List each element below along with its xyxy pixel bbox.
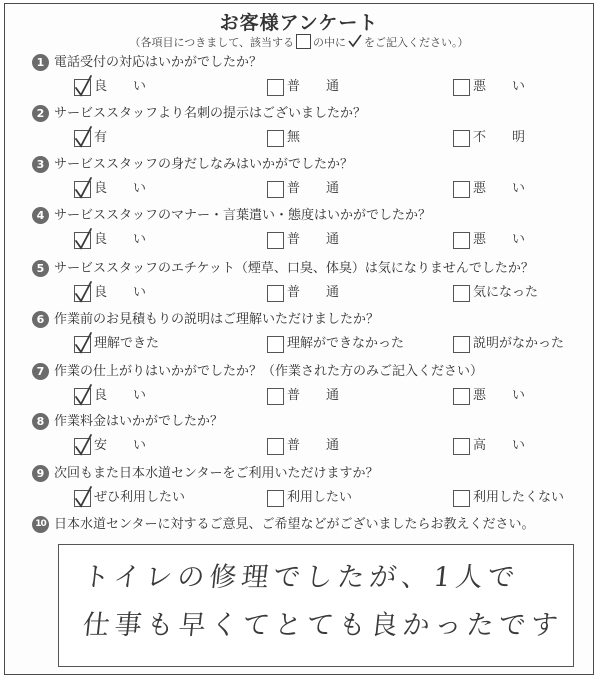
survey-instructions xyxy=(5,34,593,50)
option-label: 悪 い xyxy=(473,181,526,196)
question-text: 作業料金はいかがでしたか？ xyxy=(54,414,224,429)
question-number-badge: 8 xyxy=(32,413,49,430)
checkbox[interactable] xyxy=(267,79,284,96)
question-number-badge: 6 xyxy=(32,311,49,328)
checkbox[interactable] xyxy=(267,490,284,507)
question-text: 次回もまた日本水道センターをご利用いただけますか？ xyxy=(54,466,379,481)
survey-sheet xyxy=(4,3,594,675)
option-label: 悪 い xyxy=(473,232,526,247)
checkbox[interactable] xyxy=(453,490,470,507)
comment-line-2: 仕事も早くてとても良かったです xyxy=(81,610,565,641)
checkbox[interactable] xyxy=(453,181,470,198)
option-label: 普 通 xyxy=(287,79,340,94)
option-label: 良 い xyxy=(94,181,147,196)
survey-title: お客様アンケート xyxy=(219,12,379,34)
option-label: 普 通 xyxy=(287,232,340,247)
question-text: サービススタッフの身だしなみはいかがでしたか？ xyxy=(54,157,354,172)
instructions-after: をご記入ください。） xyxy=(364,36,469,49)
check-mark-icon xyxy=(73,227,93,251)
checkbox[interactable] xyxy=(453,336,470,353)
check-mark-icon xyxy=(73,485,93,509)
option-label: 悪 い xyxy=(473,388,526,403)
check-mark-icon xyxy=(73,74,93,98)
checkbox[interactable] xyxy=(267,130,284,147)
checkbox[interactable] xyxy=(74,285,91,302)
option-label: 普 通 xyxy=(287,285,340,300)
check-mark-icon xyxy=(73,125,93,149)
question-number-badge: 4 xyxy=(32,207,49,224)
option-label: 理解ができなかった xyxy=(287,336,405,351)
question-number-badge: 1 xyxy=(32,54,49,71)
option-label: 利用したくない xyxy=(473,490,565,505)
checkbox[interactable] xyxy=(453,130,470,147)
checkbox[interactable] xyxy=(74,438,91,455)
question-text: サービススタッフのエチケット（煙草、口臭、体臭）は気になりませんでしたか？ xyxy=(54,261,534,276)
option-label: 理解できた xyxy=(94,336,160,351)
option-label: 良 い xyxy=(94,232,147,247)
checkbox[interactable] xyxy=(453,438,470,455)
option-label: 安 い xyxy=(94,438,147,453)
checkbox[interactable] xyxy=(74,79,91,96)
checkbox[interactable] xyxy=(74,388,91,405)
checkbox[interactable] xyxy=(267,438,284,455)
question-number-badge: 5 xyxy=(32,260,49,277)
option-label: 有 xyxy=(94,130,108,145)
question-8 xyxy=(32,413,592,465)
question-3 xyxy=(32,156,592,208)
check-mark-icon xyxy=(73,280,93,304)
checkbox[interactable] xyxy=(74,336,91,353)
option-label: 普 通 xyxy=(287,438,340,453)
option-label: ぜひ利用したい xyxy=(94,490,186,505)
checkbox[interactable] xyxy=(453,232,470,249)
option-label: 普 通 xyxy=(287,388,340,403)
question-text: 作業の仕上がりはいかがでしたか？（作業された方のみご記入ください） xyxy=(54,364,484,379)
instructions-box-icon xyxy=(296,34,311,49)
option-label: 高 い xyxy=(473,438,526,453)
checkbox[interactable] xyxy=(267,336,284,353)
check-mark-icon xyxy=(73,331,93,355)
check-mark-icon xyxy=(73,383,93,407)
check-mark-icon xyxy=(73,176,93,200)
question-text: サービススタッフより名刺の提示はございましたか？ xyxy=(54,106,367,121)
question-number-badge: 2 xyxy=(32,105,49,122)
checkbox[interactable] xyxy=(74,490,91,507)
question-number-badge: 7 xyxy=(32,363,49,380)
option-label: 気になった xyxy=(473,285,539,300)
checkbox[interactable] xyxy=(74,232,91,249)
question-9 xyxy=(32,465,592,517)
question-6 xyxy=(32,311,592,363)
checkbox[interactable] xyxy=(453,79,470,96)
question-4 xyxy=(32,207,592,259)
option-label: 不 明 xyxy=(473,130,526,145)
instructions-middle: の中に xyxy=(313,36,347,49)
question-number-badge: 9 xyxy=(32,465,49,482)
comment-field[interactable] xyxy=(58,544,574,667)
option-label: 普 通 xyxy=(287,181,340,196)
question-text: 日本水道センターに対するご意見、ご希望などがございましたらお教えください。 xyxy=(54,517,535,532)
instructions-before: （各項目につきまして、該当する xyxy=(129,36,295,49)
option-label: 無 xyxy=(287,130,301,145)
checkbox[interactable] xyxy=(267,232,284,249)
check-mark-icon xyxy=(73,433,93,457)
question-5 xyxy=(32,260,592,312)
question-7 xyxy=(32,363,592,415)
question-1 xyxy=(32,54,592,106)
option-label: 利用したい xyxy=(287,490,353,505)
option-label: 良 い xyxy=(94,388,147,403)
question-text: サービススタッフのマナー・言葉遣い・態度はいかがでしたか？ xyxy=(54,208,432,223)
question-text: 電話受付の対応はいかがでしたか？ xyxy=(54,55,263,70)
instructions-check-icon xyxy=(348,34,362,48)
option-label: 良 い xyxy=(94,285,147,300)
question-number-badge: 10 xyxy=(32,516,49,533)
option-label: 良 い xyxy=(94,79,147,94)
checkbox[interactable] xyxy=(267,285,284,302)
question-2 xyxy=(32,105,592,157)
checkbox[interactable] xyxy=(453,388,470,405)
checkbox[interactable] xyxy=(453,285,470,302)
question-number-badge: 3 xyxy=(32,156,49,173)
checkbox[interactable] xyxy=(267,181,284,198)
checkbox[interactable] xyxy=(74,181,91,198)
comment-line-1: トイレの修理でしたが、1人で xyxy=(81,562,522,593)
option-label: 説明がなかった xyxy=(473,336,565,351)
checkbox[interactable] xyxy=(74,130,91,147)
checkbox[interactable] xyxy=(267,388,284,405)
question-text: 作業前のお見積もりの説明はご理解いただけましたか？ xyxy=(54,312,380,327)
option-label: 悪 い xyxy=(473,79,526,94)
